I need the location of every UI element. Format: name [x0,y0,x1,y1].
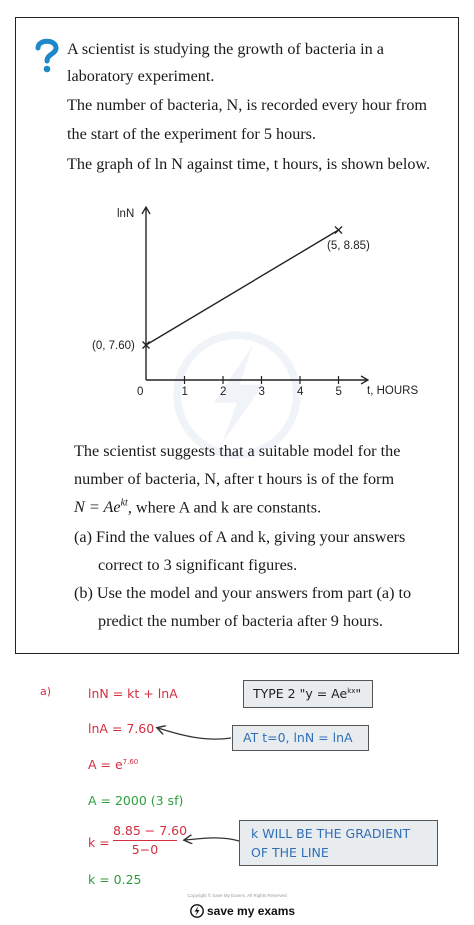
part-b-line-2: predict the number of bacteria after 9 hours. [98,612,383,630]
copyright-text: Copyright © Save My Exams. All Rights Reserved [187,893,287,898]
question-line-3: The number of bacteria, N, is recorded every hour from [67,96,428,114]
suggest-line-1: The scientist suggests that a suitable model for the [74,442,401,460]
point-label-start: (0, 7.60) [92,340,135,352]
x-tick-label-0: 0 [137,386,144,398]
note-gradient-line-1: k WILL BE THE GRADIENT [251,826,411,841]
fraction-numerator: 8.85 − 7.60 [113,823,177,841]
x-tick-label-5: 5 [335,386,342,398]
note-t0-text: AT t=0, lnN = lnA [243,730,353,745]
solution-line-6: k = 0.25 [88,872,142,887]
x-tick-label-1: 1 [181,386,188,398]
part-a-label: a) [40,685,52,698]
part-a-line-1: (a) Find the values of A and k, giving your answers [74,528,406,546]
lightning-logo-icon [190,904,204,918]
point-label-end: (5, 8.85) [327,240,370,252]
x-tick-label-3: 3 [258,386,265,398]
brand-logo [190,903,295,919]
solution-line-1: lnN = kt + lnA [88,686,178,701]
note-type-text: TYPE 2 "$y = Ae^{kx}$" [253,686,362,701]
brand-name: save my exams [207,904,296,918]
suggest-line-2: number of bacteria, N, after t hours is of the form [74,470,395,488]
question-line-5: The graph of ln N against time, t hours, is shown below. [67,155,431,173]
solution-line-3: $A = e^{7.60}$ [88,757,139,772]
y-axis-label: lnN [117,208,135,220]
solution-line-4: A = 2000 (3 sf) [88,793,184,808]
part-b-line-1: (b) Use the model and your answers from part (a) to [74,584,412,602]
suggest-line-3: $N = Ae^{kt}$, where A and k are constants. [74,498,322,517]
question-line-2: laboratory experiment. [67,67,215,85]
question-line-1: A scientist is studying the growth of bacteria in a [67,40,384,58]
x-tick-label-2: 2 [220,386,227,398]
note-gradient-line-2: OF THE LINE [251,845,329,860]
solution-line-2: lnA = 7.60 [88,721,155,736]
solution-line-5-lhs: k = [88,835,110,850]
fraction-denominator: 5−0 [131,842,159,857]
part-a-line-2: correct to 3 significant figures. [98,556,298,574]
x-axis-label: t, HOURS [367,385,419,397]
arrow-to-lnA [158,728,231,739]
x-tick-label-4: 4 [297,386,304,398]
arrow-to-fraction [185,838,239,841]
question-line-4: the start of the experiment for 5 hours. [67,125,317,143]
